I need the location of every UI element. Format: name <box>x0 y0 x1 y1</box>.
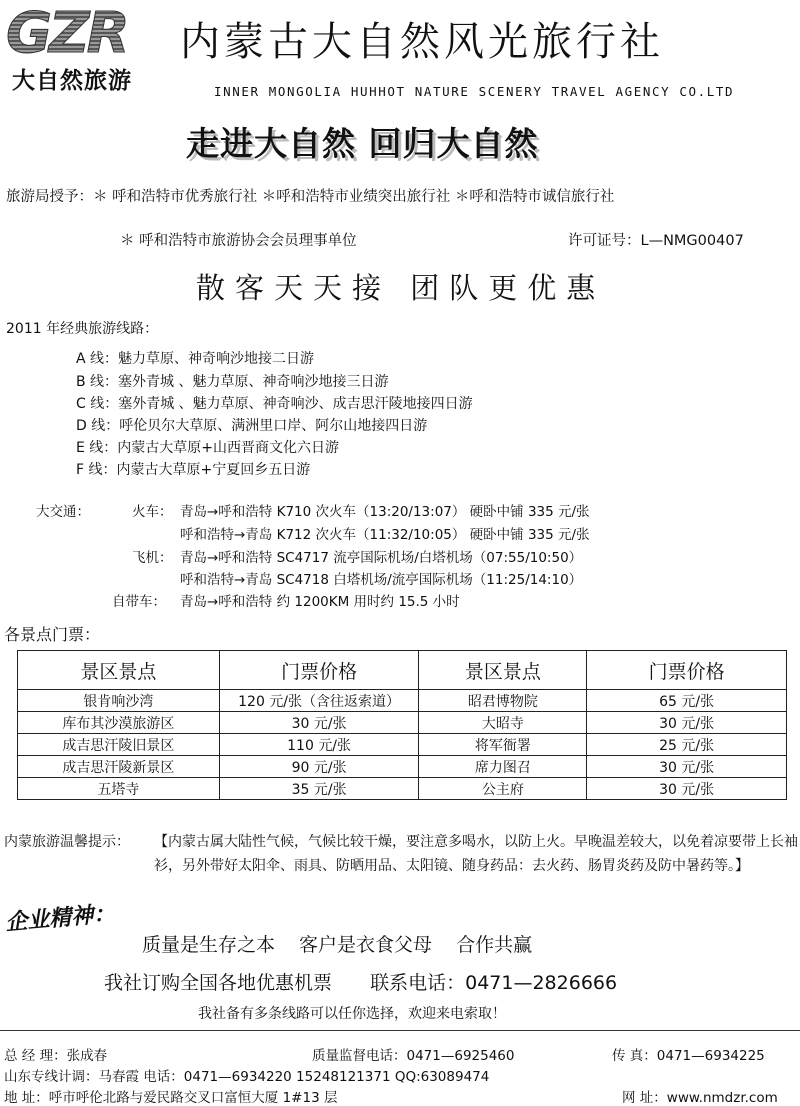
tips-body: 【内蒙古属大陆性气候，气候比较干燥，要注意多喝水，以防上火。早晚温差较大，以免着凉要带上长袖衫，另外带好太阳伞、雨具、防晒用品、太阳镜、随身药品：去火药、肠胃炎药及防中暑药等。】 <box>154 834 798 874</box>
route-item-b: B 线：塞外青城 、魅力草原、神奇响沙地接三日游 <box>76 374 389 390</box>
air-ticket-service <box>104 968 617 995</box>
table-cell: 大昭寺 <box>419 712 587 734</box>
contact-phone: 联系电话：0471—2826666 <box>370 972 618 994</box>
corporate-spirit-label: 企业精神： <box>4 900 117 936</box>
honors-line-1: 旅游局授予：＊ 呼和浩特市优秀旅行社 ＊呼和浩特市业绩突出旅行社 ＊呼和浩特市诚信旅行社 <box>6 189 615 205</box>
train-label: 火车： <box>132 504 173 520</box>
train-schedule-1: 青岛→呼和浩特 K710 次火车（13:20/13:07） 硬卧中铺 335 元/张 <box>180 504 590 520</box>
route-item-a: A 线：魅力草原、神奇响沙地接二日游 <box>76 351 315 367</box>
table-header-row <box>18 651 787 690</box>
car-label: 自带车： <box>112 594 166 610</box>
train-schedule-2: 呼和浩特→青岛 K712 次火车（11:32/10:05） 硬卧中铺 335 元/张 <box>180 527 590 543</box>
agency-logo <box>4 4 156 94</box>
table-cell: 将军衙署 <box>419 734 587 756</box>
agency-title-chinese: 内蒙古大自然风光旅行社 <box>180 19 664 65</box>
table-cell: 公主府 <box>419 778 587 800</box>
footer-website: 网 址：www.nmdzr.com <box>622 1090 778 1106</box>
plane-label: 飞机： <box>132 550 173 566</box>
route-item-c: C 线：塞外青城 、魅力草原、神奇响沙、成吉思汗陵地接四日游 <box>76 396 473 412</box>
air-ticket-text: 我社订购全国各地优惠机票 <box>104 972 333 994</box>
transport-label: 大交通： <box>36 504 90 520</box>
main-slogan: 走进大自然 回归大自然 <box>186 124 539 163</box>
promo-slogan: 散客天天接 团队更优惠 <box>196 271 606 305</box>
ticket-price-table <box>17 650 787 800</box>
table-cell: 30 元/张 <box>219 712 419 734</box>
table-cell: 五塔寺 <box>18 778 220 800</box>
table-row <box>18 734 787 756</box>
table-cell: 90 元/张 <box>219 756 419 778</box>
tips-label: 内蒙旅游温馨提示： <box>4 834 130 850</box>
table-cell: 65 元/张 <box>587 690 787 712</box>
table-cell: 昭君博物院 <box>419 690 587 712</box>
table-cell: 银肯响沙湾 <box>18 690 220 712</box>
footer-quality-phone: 质量监督电话：0471—6925460 <box>312 1048 515 1064</box>
flight-schedule-1: 青岛→呼和浩特 SC4717 流亭国际机场/白塔机场（07:55/10:50） <box>180 550 583 566</box>
table-cell: 25 元/张 <box>587 734 787 756</box>
table-row <box>18 712 787 734</box>
table-cell: 30 元/张 <box>587 712 787 734</box>
table-cell: 席力图召 <box>419 756 587 778</box>
footer-address: 地 址：呼市呼伦北路与爱民路交叉口富恒大厦 1#13 层 <box>4 1090 338 1106</box>
route-item-e: E 线：内蒙古大草原+山西晋商文化六日游 <box>76 440 340 456</box>
route-item-f: F 线：内蒙古大草原+宁夏回乡五日游 <box>76 462 311 478</box>
table-header-cell: 门票价格 <box>219 651 419 690</box>
table-row <box>18 756 787 778</box>
table-cell: 30 元/张 <box>587 778 787 800</box>
table-cell: 35 元/张 <box>219 778 419 800</box>
table-row <box>18 690 787 712</box>
table-header-cell: 景区景点 <box>419 651 587 690</box>
corporate-spirit-text: 质量是生存之本 客户是衣食父母 合作共赢 <box>142 934 533 956</box>
footer-shandong-contact: 山东专线计调：马春霞 电话：0471—6934220 15248121371 QQ:63089474 <box>4 1069 490 1085</box>
table-row <box>18 778 787 800</box>
table-header-cell: 景区景点 <box>18 651 220 690</box>
flight-schedule-2: 呼和浩特→青岛 SC4718 白塔机场/流亭国际机场（11:25/14:10） <box>180 572 583 588</box>
table-cell: 成吉思汗陵旧景区 <box>18 734 220 756</box>
footer-fax: 传 真：0471—6934225 <box>612 1048 765 1064</box>
more-routes-note: 我社备有多条线路可以任你选择，欢迎来电索取！ <box>198 1006 506 1022</box>
tickets-heading: 各景点门票： <box>4 625 101 644</box>
route-item-d: D 线：呼伦贝尔大草原、满洲里口岸、阿尔山地接四日游 <box>76 418 428 434</box>
agency-title-english: INNER MONGOLIA HUHHOT NATURE SCENERY TRAVEL AGENCY CO.LTD <box>214 84 735 99</box>
honors-line-2: ＊ 呼和浩特市旅游协会会员理事单位 <box>120 233 357 249</box>
table-header-cell: 门票价格 <box>587 651 787 690</box>
table-cell: 30 元/张 <box>587 756 787 778</box>
logo-letters-graphic <box>4 4 156 56</box>
car-route: 青岛→呼和浩特 约 1200KM 用时约 15.5 小时 <box>180 594 460 610</box>
footer-manager: 总 经 理：张成春 <box>4 1048 108 1064</box>
footer-divider <box>0 1030 800 1031</box>
license-number: 许可证号：L—NMG00407 <box>568 233 744 249</box>
table-cell: 成吉思汗陵新景区 <box>18 756 220 778</box>
table-cell: 库布其沙漠旅游区 <box>18 712 220 734</box>
logo-chinese-name: 大自然旅游 <box>12 68 132 94</box>
routes-heading: 2011 年经典旅游线路： <box>6 321 159 337</box>
travel-tips <box>4 830 798 874</box>
table-cell: 120 元/张（含往返索道） <box>219 690 419 712</box>
table-cell: 110 元/张 <box>219 734 419 756</box>
logo-letters-text: GZR <box>6 4 127 56</box>
